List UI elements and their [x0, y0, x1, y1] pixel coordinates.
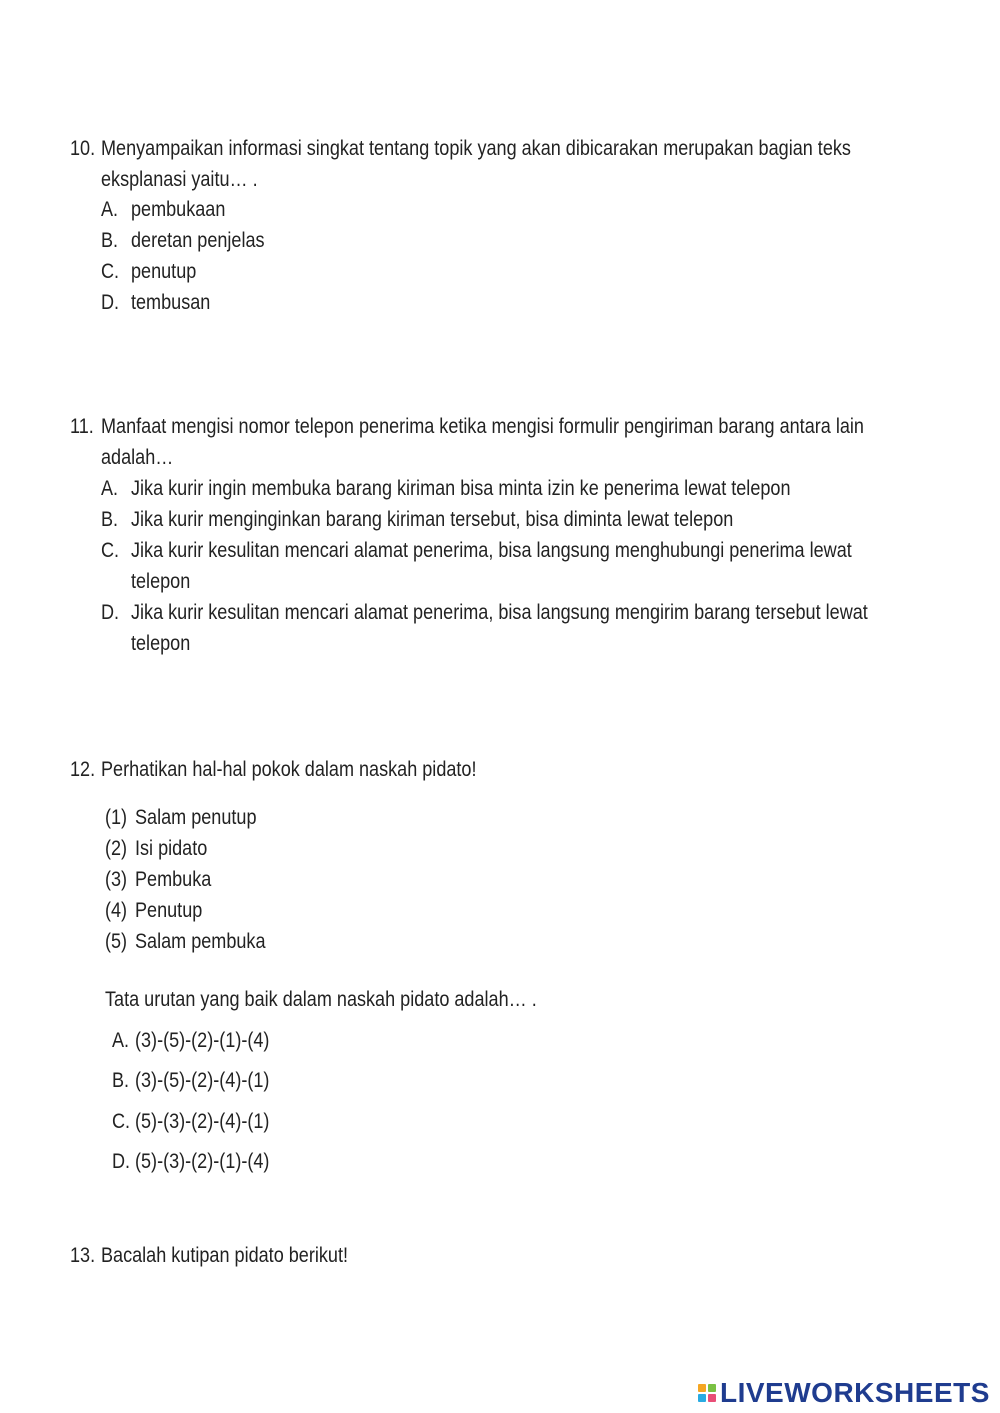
option-text: Jika kurir menginginkan barang kiriman tersebut, bisa diminta lewat telepon	[131, 508, 734, 531]
question-text-line: Bacalah kutipan pidato berikut!	[101, 1244, 348, 1267]
option-text: (5)-(3)-(2)-(4)-(1)	[135, 1110, 270, 1133]
question-prompt: Tata urutan yang baik dalam naskah pidato adalah… .	[105, 988, 537, 1011]
option-letter: B.	[112, 1069, 130, 1092]
option-text: (3)-(5)-(2)-(1)-(4)	[135, 1029, 270, 1052]
option-letter: C.	[101, 260, 120, 283]
option-text: deretan penjelas	[131, 229, 265, 252]
question-text-line: Manfaat mengisi nomor telepon penerima ketika mengisi formulir pengiriman barang antara lain	[101, 415, 864, 438]
option-letter: D.	[101, 291, 120, 314]
item-text: Penutup	[135, 899, 203, 922]
item-number: (5)	[105, 930, 128, 953]
question-text-line: eksplanasi yaitu… .	[101, 168, 258, 191]
question-number: 12.	[70, 758, 96, 781]
option-letter: B.	[101, 508, 119, 531]
question-number: 13.	[70, 1244, 96, 1267]
question-number: 10.	[70, 137, 96, 160]
question-text-line: adalah…	[101, 446, 174, 469]
option-text: Jika kurir kesulitan mencari alamat penerima, bisa langsung mengirim barang tersebut lewat	[131, 601, 868, 624]
liveworksheets-watermark	[698, 1378, 990, 1408]
option-letter: D.	[112, 1150, 131, 1173]
option-letter: C.	[112, 1110, 131, 1133]
item-text: Isi pidato	[135, 837, 208, 860]
item-number: (2)	[105, 837, 128, 860]
option-text: tembusan	[131, 291, 211, 314]
liveworksheets-logo-icon	[698, 1384, 716, 1402]
item-text: Salam pembuka	[135, 930, 266, 953]
option-text: pembukaan	[131, 198, 226, 221]
item-number: (1)	[105, 806, 128, 829]
question-text-line: Perhatikan hal-hal pokok dalam naskah pidato!	[101, 758, 477, 781]
item-text: Salam penutup	[135, 806, 257, 829]
option-text: (3)-(5)-(2)-(4)-(1)	[135, 1069, 270, 1092]
option-text: Jika kurir ingin membuka barang kiriman bisa minta izin ke penerima lewat telepon	[131, 477, 791, 500]
option-letter: D.	[101, 601, 120, 624]
option-letter: A.	[101, 477, 119, 500]
item-number: (4)	[105, 899, 128, 922]
option-letter: A.	[112, 1029, 130, 1052]
option-letter: B.	[101, 229, 119, 252]
item-text: Pembuka	[135, 868, 212, 891]
option-text: (5)-(3)-(2)-(1)-(4)	[135, 1150, 270, 1173]
option-text-continuation: telepon	[131, 632, 191, 655]
watermark-text: LIVEWORKSHEETS	[720, 1377, 990, 1408]
question-text-line: Menyampaikan informasi singkat tentang topik yang akan dibicarakan merupakan bagian teks	[101, 137, 851, 160]
option-letter: C.	[101, 539, 120, 562]
item-number: (3)	[105, 868, 128, 891]
option-text-continuation: telepon	[131, 570, 191, 593]
option-text: Jika kurir kesulitan mencari alamat penerima, bisa langsung menghubungi penerima lewat	[131, 539, 852, 562]
option-letter: A.	[101, 198, 119, 221]
question-number: 11.	[70, 415, 94, 438]
option-text: penutup	[131, 260, 197, 283]
